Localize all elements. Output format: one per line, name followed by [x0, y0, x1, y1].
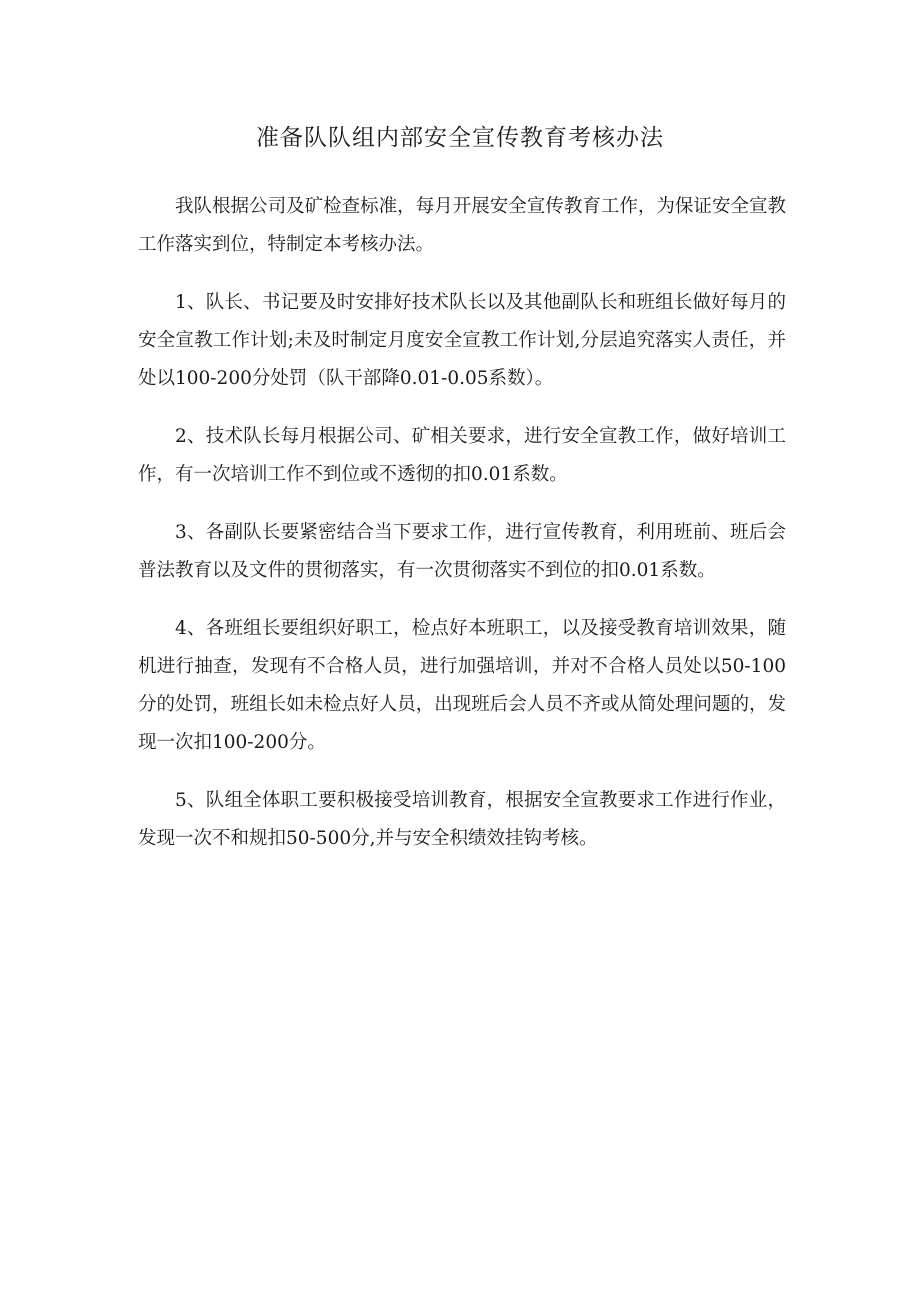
rule-paragraph-3: 3、各副队长要紧密结合当下要求工作，进行宣传教育，利用班前、班后会普法教育以及文件的贯彻落实，有一次贯彻落实不到位的扣0.01系数。: [138, 522, 786, 581]
intro-paragraph: 我队根据公司及矿检查标准，每月开展安全宣传教育工作，为保证安全宣教工作落实到位，特制定本考核办法。: [138, 196, 786, 255]
rule-paragraph-1: 1、队长、书记要及时安排好技术队长以及其他副队长和班组长做好每月的安全宣教工作计划;未及时制定月度安全宣教工作计划,分层追究落实人责任，并处以100-200分处罚（队干部降0.01-0.05系数）。: [138, 292, 786, 389]
rule-paragraph-5: 5、队组全体职工要积极接受培训教育，根据安全宣教要求工作进行作业，发现一次不和规扣50-500分,并与安全积绩效挂钩考核。: [138, 790, 786, 849]
document-title: 准备队队组内部安全宣传教育考核办法: [256, 125, 664, 151]
document-body: [138, 188, 786, 878]
rule-paragraph-2: 2、技术队长每月根据公司、矿相关要求，进行安全宣教工作，做好培训工作，有一次培训工作不到位或不透彻的扣0.01系数。: [138, 426, 786, 485]
rule-paragraph-4: 4、各班组长要组织好职工，检点好本班职工，以及接受教育培训效果，随机进行抽查，发现有不合格人员，进行加强培训，并对不合格人员处以50-100分的处罚，班组长如未检点好人员，出现班后会人员不齐或从简处理问题的，发现一次扣100-200分。: [138, 618, 786, 753]
